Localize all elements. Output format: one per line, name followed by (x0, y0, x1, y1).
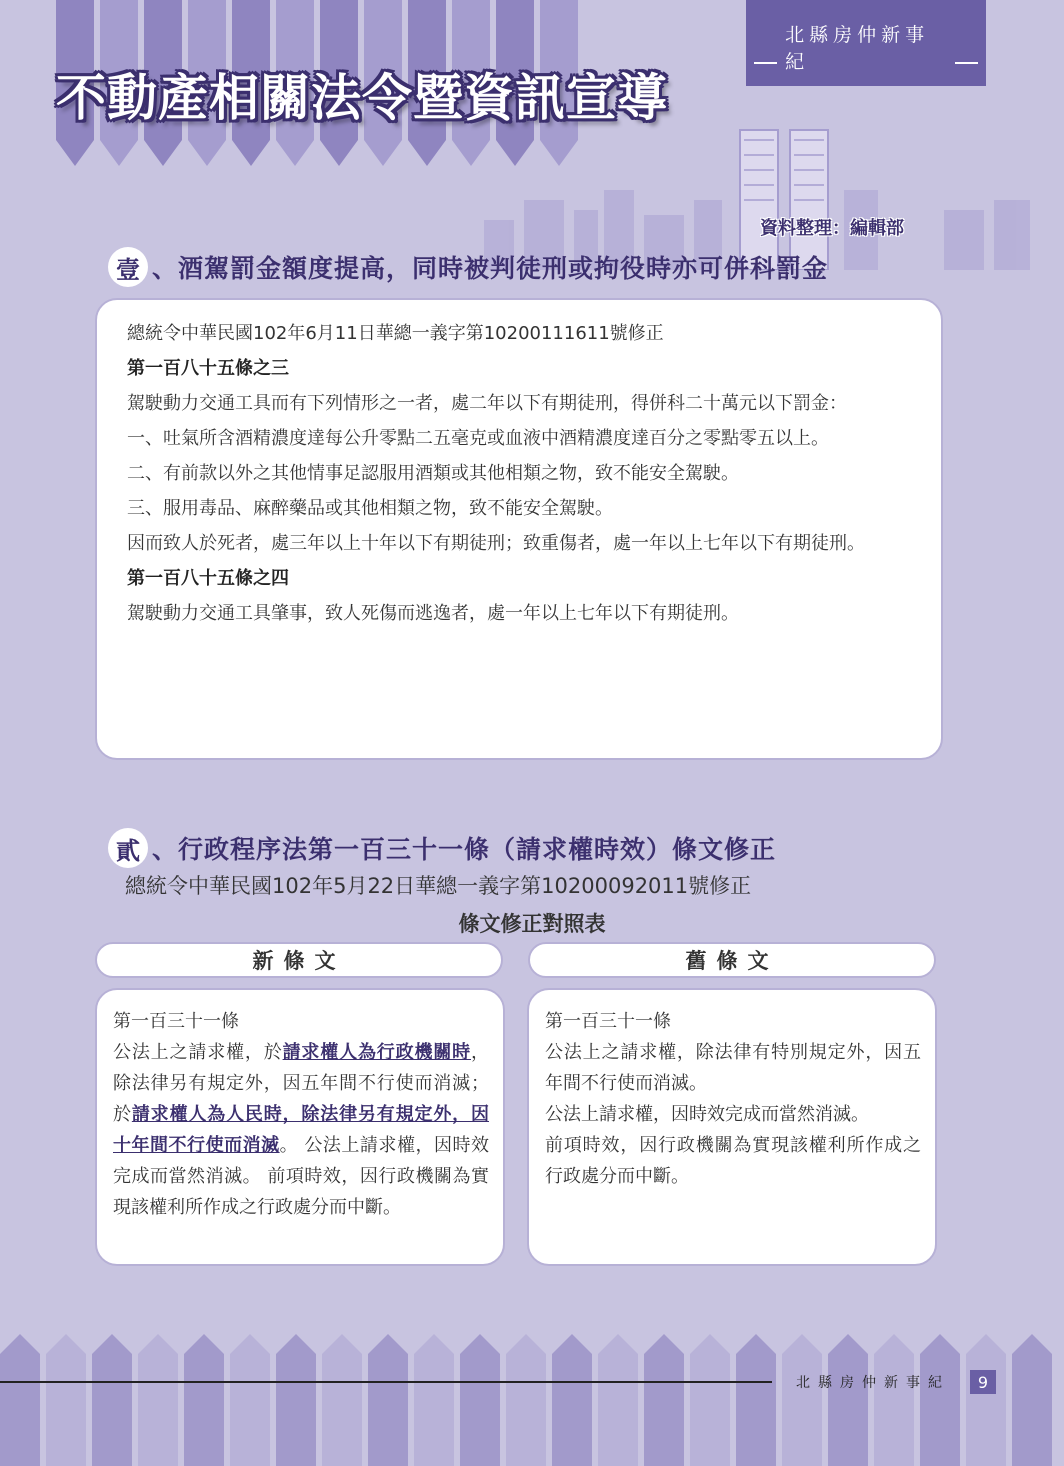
article-text: 前項時效，因行政機關為實現該權利所作成之行政處分而中斷。 (545, 1135, 921, 1187)
text-segment: 。 公法上請求權，因時效完成而當然消滅。 前項時效，因行政機關為實現該權利所作成之行政處分而中斷。 (113, 1135, 489, 1218)
section-1-heading (108, 247, 828, 287)
amended-text: 請求權人為行政機關時 (282, 1042, 471, 1063)
article-text: 公法上請求權，因時效完成而當然消滅。 (545, 1104, 869, 1125)
new-article-header: 新條文 (95, 942, 503, 978)
footer-rule (0, 1381, 772, 1383)
decree-line: 總統令中華民國102年6月11日華總一義字第10200111611號修正 (127, 323, 664, 344)
article-heading: 第一百三十一條 (113, 1011, 239, 1032)
magazine-badge (746, 0, 986, 86)
article-item: 三、服用毒品、麻醉藥品或其他相類之物，致不能安全駕駛。 (127, 498, 613, 519)
article-heading: 第一百八十五條之四 (127, 568, 289, 589)
old-article-box (527, 988, 937, 1266)
new-article-box (95, 988, 505, 1266)
section-2-heading (108, 828, 776, 868)
article-heading: 第一百八十五條之三 (127, 358, 289, 379)
footer-stripes (0, 1330, 1064, 1466)
section-title: 、酒駕罰金額度提高，同時被判徒刑或拘役時亦可併科罰金 (152, 254, 829, 283)
section-number: 壹 (108, 247, 148, 287)
section-1-card (95, 298, 943, 760)
section-number: 貳 (108, 828, 148, 868)
article-text: 公法上之請求權，除法律有特別規定外，因五年間不行使而消滅。 (545, 1042, 921, 1094)
magazine-name: 北縣房仲新事紀 (785, 24, 930, 73)
article-item: 一、吐氣所含酒精濃度達每公升零點二五毫克或血液中酒精濃度達百分之零點零五以上。 (127, 428, 829, 449)
amended-text: 請求權人為人民時，除法律另有規定外，因十年間不行使而消滅 (113, 1104, 489, 1156)
section-title: 、行政程序法第一百三十一條（請求權時效）條文修正 (152, 835, 777, 864)
page-title: 不動產相關法令暨資訊宣導 (56, 69, 668, 127)
article-text (113, 1037, 489, 1223)
footer-magazine-name: 北縣房仲新事紀 (796, 1375, 950, 1391)
article-text: 駕駛動力交通工具而有下列情形之一者，處二年以下有期徒刑，得併科二十萬元以下罰金： (127, 393, 847, 414)
dash-decoration (955, 62, 978, 64)
comparison-table-title: 條文修正對照表 (458, 912, 606, 936)
article-heading: 第一百三十一條 (545, 1011, 671, 1032)
article-text: 駕駛動力交通工具肇事，致人死傷而逃逸者，處一年以上七年以下有期徒刑。 (127, 603, 739, 624)
old-article-header: 舊條文 (528, 942, 936, 978)
article-item: 二、有前款以外之其他情事足認服用酒類或其他相類之物，致不能安全駕駛。 (127, 463, 739, 484)
article-text: 因而致人於死者，處三年以上十年以下有期徒刑；致重傷者，處一年以上七年以下有期徒刑。 (127, 533, 865, 554)
dash-decoration (754, 62, 777, 64)
editor-credit: 資料整理：編輯部 (760, 218, 904, 239)
decree-line: 總統令中華民國102年5月22日華總一義字第10200092011號修正 (125, 874, 752, 898)
text-segment: 公法上之請求權，於 (113, 1042, 283, 1063)
page-number: 9 (970, 1370, 996, 1394)
text-segment: ，除法律另有規定外，因五年間不行使而消滅；於 (113, 1042, 489, 1125)
